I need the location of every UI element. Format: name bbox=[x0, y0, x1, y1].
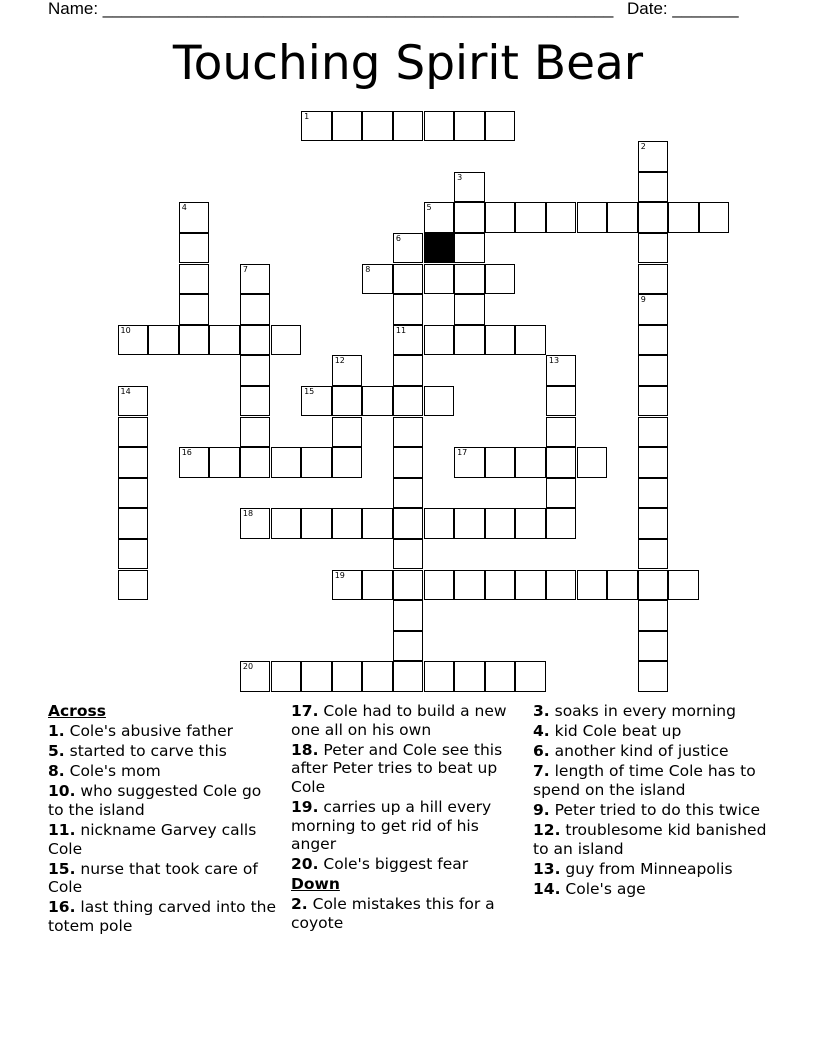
grid-cell[interactable] bbox=[179, 294, 210, 325]
grid-cell[interactable] bbox=[393, 631, 424, 662]
clue-column-3 bbox=[533, 702, 773, 900]
down-clue: 6. another kind of justice bbox=[533, 742, 729, 761]
grid-cell[interactable] bbox=[393, 539, 424, 570]
grid-cell[interactable] bbox=[393, 570, 424, 601]
grid-cell[interactable] bbox=[118, 508, 149, 539]
grid-cell[interactable] bbox=[515, 661, 546, 692]
grid-cell[interactable] bbox=[485, 447, 516, 478]
clue-number: 11 bbox=[395, 325, 407, 335]
grid-cell[interactable] bbox=[454, 570, 485, 601]
grid-cell[interactable] bbox=[515, 447, 546, 478]
grid-cell[interactable] bbox=[638, 233, 669, 264]
grid-cell[interactable] bbox=[638, 478, 669, 509]
grid-cell[interactable] bbox=[607, 202, 638, 233]
grid-cell[interactable] bbox=[301, 386, 332, 417]
across-clue: 18. Peter and Cole see this after Peter tries to beat up Cole bbox=[291, 740, 503, 796]
grid-cell[interactable] bbox=[546, 447, 577, 478]
grid-cell[interactable] bbox=[179, 325, 210, 356]
clue-number: 9 bbox=[640, 295, 646, 305]
clue-column-1 bbox=[48, 702, 280, 937]
grid-cell[interactable] bbox=[638, 508, 669, 539]
grid-cell[interactable] bbox=[454, 172, 485, 203]
grid-cell[interactable] bbox=[393, 508, 424, 539]
grid-cell[interactable] bbox=[301, 447, 332, 478]
clue-number: 13 bbox=[548, 356, 560, 366]
clue-number: 12 bbox=[334, 356, 345, 366]
grid-cell[interactable] bbox=[118, 386, 149, 417]
clue-number: 10 bbox=[120, 325, 131, 335]
clue-number: 19 bbox=[334, 570, 345, 580]
grid-cell[interactable] bbox=[546, 202, 577, 233]
grid-block bbox=[424, 233, 455, 264]
grid-cell[interactable] bbox=[301, 661, 332, 692]
clue-number: 8 bbox=[365, 264, 371, 274]
grid-cell[interactable] bbox=[118, 417, 149, 448]
across-clue: 20. Cole's biggest fear bbox=[291, 855, 469, 874]
grid-cell[interactable] bbox=[577, 570, 608, 601]
grid-cell[interactable] bbox=[240, 325, 271, 356]
across-clue: 8. Cole's mom bbox=[48, 762, 161, 781]
grid-cell[interactable] bbox=[638, 172, 669, 203]
grid-cell[interactable] bbox=[118, 478, 149, 509]
grid-cell[interactable] bbox=[638, 447, 669, 478]
grid-cell[interactable] bbox=[454, 264, 485, 295]
grid-cell[interactable] bbox=[668, 202, 699, 233]
grid-cell[interactable] bbox=[424, 508, 455, 539]
grid-cell[interactable] bbox=[577, 202, 608, 233]
grid-cell[interactable] bbox=[638, 417, 669, 448]
grid-cell[interactable] bbox=[118, 570, 149, 601]
grid-cell[interactable] bbox=[454, 508, 485, 539]
grid-cell[interactable] bbox=[638, 539, 669, 570]
grid-cell[interactable] bbox=[638, 141, 669, 172]
down-clue: 4. kid Cole beat up bbox=[533, 722, 682, 741]
down-clue: 12. troublesome kid banished to an island bbox=[533, 821, 767, 858]
grid-cell[interactable] bbox=[515, 325, 546, 356]
grid-cell[interactable] bbox=[393, 600, 424, 631]
grid-cell[interactable] bbox=[424, 386, 455, 417]
grid-cell[interactable] bbox=[424, 202, 455, 233]
grid-cell[interactable] bbox=[454, 447, 485, 478]
grid-cell[interactable] bbox=[240, 264, 271, 295]
grid-cell[interactable] bbox=[209, 447, 240, 478]
grid-cell[interactable] bbox=[546, 478, 577, 509]
grid-cell[interactable] bbox=[454, 661, 485, 692]
grid-cell[interactable] bbox=[362, 508, 393, 539]
grid-cell[interactable] bbox=[393, 325, 424, 356]
grid-cell[interactable] bbox=[546, 508, 577, 539]
grid-cell[interactable] bbox=[271, 325, 302, 356]
grid-cell[interactable] bbox=[638, 355, 669, 386]
grid-cell[interactable] bbox=[362, 570, 393, 601]
clue-number: 6 bbox=[395, 233, 401, 243]
grid-cell[interactable] bbox=[271, 447, 302, 478]
grid-cell[interactable] bbox=[454, 202, 485, 233]
grid-cell[interactable] bbox=[546, 386, 577, 417]
clue-number: 3 bbox=[457, 172, 463, 182]
grid-cell[interactable] bbox=[485, 508, 516, 539]
grid-cell[interactable] bbox=[424, 570, 455, 601]
grid-cell[interactable] bbox=[393, 294, 424, 325]
grid-cell[interactable] bbox=[546, 355, 577, 386]
grid-cell[interactable] bbox=[424, 661, 455, 692]
grid-cell[interactable] bbox=[362, 111, 393, 142]
grid-cell[interactable] bbox=[240, 447, 271, 478]
grid-cell[interactable] bbox=[240, 508, 271, 539]
grid-cell[interactable] bbox=[393, 264, 424, 295]
grid-cell[interactable] bbox=[546, 417, 577, 448]
grid-cell[interactable] bbox=[271, 508, 302, 539]
grid-cell[interactable] bbox=[607, 570, 638, 601]
clue-number: 7 bbox=[242, 264, 248, 274]
grid-cell[interactable] bbox=[332, 508, 363, 539]
grid-cell[interactable] bbox=[638, 294, 669, 325]
grid-cell[interactable] bbox=[148, 325, 179, 356]
clue-number: 16 bbox=[181, 448, 192, 458]
grid-cell[interactable] bbox=[485, 111, 516, 142]
grid-cell[interactable] bbox=[362, 264, 393, 295]
grid-cell[interactable] bbox=[332, 447, 363, 478]
grid-cell[interactable] bbox=[638, 325, 669, 356]
grid-cell[interactable] bbox=[424, 264, 455, 295]
grid-cell[interactable] bbox=[209, 325, 240, 356]
grid-cell[interactable] bbox=[240, 417, 271, 448]
grid-cell[interactable] bbox=[515, 508, 546, 539]
grid-cell[interactable] bbox=[393, 233, 424, 264]
grid-cell[interactable] bbox=[454, 294, 485, 325]
grid-cell[interactable] bbox=[485, 570, 516, 601]
grid-cell[interactable] bbox=[638, 570, 669, 601]
down-clue: 14. Cole's age bbox=[533, 879, 646, 898]
grid-cell[interactable] bbox=[362, 386, 393, 417]
grid-cell[interactable] bbox=[240, 661, 271, 692]
across-heading: Across bbox=[48, 702, 106, 720]
grid-cell[interactable] bbox=[393, 417, 424, 448]
grid-cell[interactable] bbox=[118, 325, 149, 356]
grid-cell[interactable] bbox=[393, 355, 424, 386]
date-field-label: Date: _______ bbox=[627, 0, 739, 18]
clue-column-2 bbox=[291, 702, 521, 934]
grid-cell[interactable] bbox=[179, 264, 210, 295]
across-clue: 1. Cole's abusive father bbox=[48, 722, 233, 741]
grid-cell[interactable] bbox=[668, 570, 699, 601]
across-clue: 11. nickname Garvey calls Cole bbox=[48, 821, 257, 858]
clue-number: 1 bbox=[304, 111, 310, 121]
grid-cell[interactable] bbox=[485, 202, 516, 233]
grid-cell[interactable] bbox=[240, 386, 271, 417]
grid-cell[interactable] bbox=[240, 355, 271, 386]
across-clue: 17. Cole had to build a new one all on his own bbox=[291, 702, 507, 739]
grid-cell[interactable] bbox=[638, 661, 669, 692]
grid-cell[interactable] bbox=[332, 570, 363, 601]
grid-cell[interactable] bbox=[362, 661, 393, 692]
grid-cell[interactable] bbox=[577, 447, 608, 478]
grid-cell[interactable] bbox=[424, 111, 455, 142]
grid-cell[interactable] bbox=[332, 417, 363, 448]
down-clue: 9. Peter tried to do this twice bbox=[533, 800, 760, 819]
down-clue: 13. guy from Minneapolis bbox=[533, 859, 733, 878]
across-clue: 10. who suggested Cole go to the island bbox=[48, 782, 262, 819]
grid-cell[interactable] bbox=[638, 202, 669, 233]
grid-cell[interactable] bbox=[301, 508, 332, 539]
grid-cell[interactable] bbox=[393, 447, 424, 478]
down-clue: 3. soaks in every morning bbox=[533, 702, 736, 720]
grid-cell[interactable] bbox=[485, 325, 516, 356]
grid-cell[interactable] bbox=[546, 570, 577, 601]
grid-cell[interactable] bbox=[454, 325, 485, 356]
grid-cell[interactable] bbox=[638, 264, 669, 295]
down-clue: 7. length of time Cole has to spend on the island bbox=[533, 762, 756, 799]
grid-cell[interactable] bbox=[485, 264, 516, 295]
grid-cell[interactable] bbox=[332, 111, 363, 142]
grid-cell[interactable] bbox=[424, 325, 455, 356]
grid-cell[interactable] bbox=[118, 539, 149, 570]
puzzle-title: Touching Spirit Bear bbox=[172, 36, 644, 91]
grid-cell[interactable] bbox=[179, 202, 210, 233]
grid-cell[interactable] bbox=[393, 478, 424, 509]
grid-cell[interactable] bbox=[638, 631, 669, 662]
grid-cell[interactable] bbox=[332, 661, 363, 692]
grid-cell[interactable] bbox=[179, 233, 210, 264]
grid-cell[interactable] bbox=[332, 386, 363, 417]
grid-cell[interactable] bbox=[240, 294, 271, 325]
down-clue: 2. Cole mistakes this for a coyote bbox=[291, 895, 495, 933]
grid-cell[interactable] bbox=[332, 355, 363, 386]
grid-cell[interactable] bbox=[393, 111, 424, 142]
clue-number: 4 bbox=[181, 203, 187, 213]
clue-number: 15 bbox=[304, 386, 315, 396]
grid-cell[interactable] bbox=[699, 202, 730, 233]
clue-number: 20 bbox=[242, 662, 254, 672]
grid-cell[interactable] bbox=[638, 386, 669, 417]
clue-number: 14 bbox=[120, 386, 131, 396]
clue-number: 5 bbox=[426, 203, 432, 213]
across-clue: 16. last thing carved into the totem pole bbox=[48, 898, 277, 936]
name-field-label: Name: ______________________________________________________ bbox=[48, 0, 614, 18]
grid-cell[interactable] bbox=[393, 386, 424, 417]
grid-cell[interactable] bbox=[271, 661, 302, 692]
grid-cell[interactable] bbox=[638, 600, 669, 631]
grid-cell[interactable] bbox=[485, 661, 516, 692]
clue-number: 18 bbox=[242, 509, 254, 519]
across-clue: 15. nurse that took care of Cole bbox=[48, 859, 258, 897]
clue-number: 2 bbox=[640, 142, 646, 152]
clue-number: 17 bbox=[457, 448, 468, 458]
across-clue: 5. started to carve this bbox=[48, 742, 227, 761]
down-heading: Down bbox=[291, 875, 340, 894]
grid-cell[interactable] bbox=[515, 202, 546, 233]
grid-cell[interactable] bbox=[118, 447, 149, 478]
grid-cell[interactable] bbox=[454, 111, 485, 142]
across-clue: 19. carries up a hill every morning to get rid of his anger bbox=[291, 797, 492, 854]
grid-cell[interactable] bbox=[393, 661, 424, 692]
grid-cell[interactable] bbox=[454, 233, 485, 264]
grid-cell[interactable] bbox=[179, 447, 210, 478]
grid-cell[interactable] bbox=[515, 570, 546, 601]
grid-cell[interactable] bbox=[301, 111, 332, 142]
